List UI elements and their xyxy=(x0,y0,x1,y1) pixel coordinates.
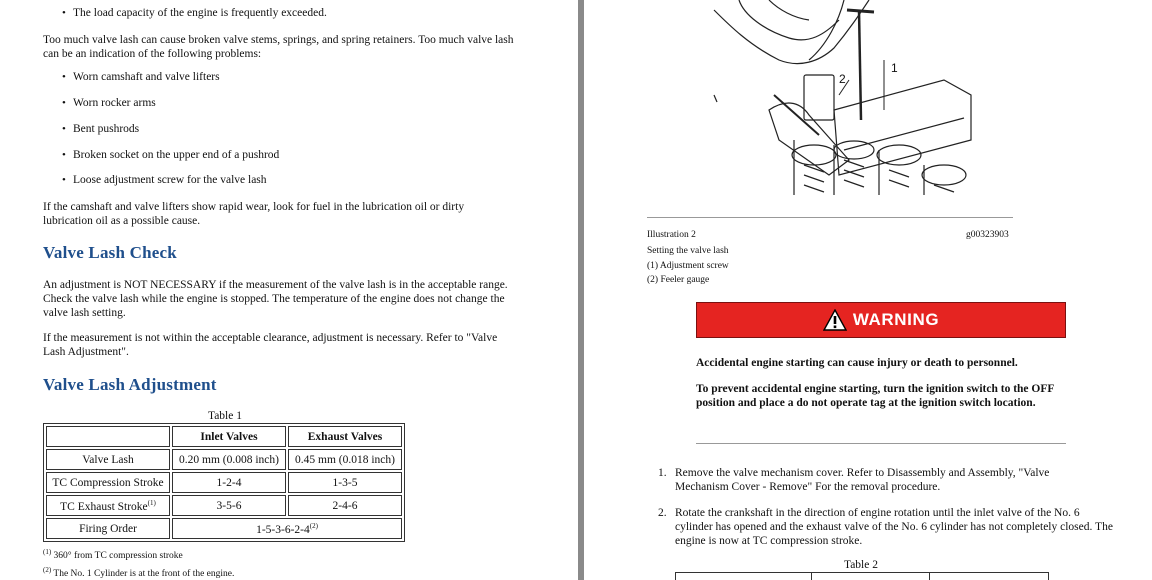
warning-banner xyxy=(696,302,1066,338)
warning-triangle-icon xyxy=(823,309,847,331)
table-header-inlet: Inlet Valves xyxy=(172,426,286,447)
table-cell: 3-5-6 xyxy=(172,495,286,516)
list-item: • Worn rocker arms xyxy=(62,97,156,109)
valve-lash-illustration xyxy=(709,0,979,200)
callout-2: 2 xyxy=(839,72,846,86)
table-2 xyxy=(675,572,1049,580)
cell-text: TC Exhaust Stroke xyxy=(60,500,148,513)
step-text: Remove the valve mechanism cover. Refer to Disassembly and Assembly, "Valve Mechanism Cover - Remove" For the removal procedure. xyxy=(675,467,1050,493)
cell-text: 1-5-3-6-2-4 xyxy=(256,523,310,536)
caption-title: Setting the valve lash xyxy=(647,246,729,256)
section-heading-adjustment: Valve Lash Adjustment xyxy=(43,375,217,394)
footnote-mark: (1) xyxy=(43,548,52,556)
step-number: 1. xyxy=(658,467,667,479)
footnote xyxy=(43,566,234,579)
caption-label: Illustration 2 xyxy=(647,230,696,240)
caption-id: g00323903 xyxy=(966,230,1009,240)
table-cell: 0.45 mm (0.018 inch) xyxy=(288,449,402,470)
caption-rule xyxy=(647,217,1013,218)
table-header-exhaust: Exhaust Valves xyxy=(288,426,402,447)
footnote-text: 360° from TC compression stroke xyxy=(53,551,183,562)
table-cell: Valve Lash xyxy=(46,449,170,470)
bullet-item: • The load capacity of the engine is frequently exceeded. xyxy=(62,7,327,19)
footnote-text: The No. 1 Cylinder is at the front of the engine. xyxy=(53,569,235,580)
list-item: • Bent pushrods xyxy=(62,123,140,135)
warning-rule xyxy=(696,443,1066,444)
section-heading-check: Valve Lash Check xyxy=(43,243,177,262)
footnote xyxy=(43,548,183,561)
table-cell xyxy=(46,426,170,447)
warning-text: To prevent accidental engine starting, turn the ignition switch to the OFF position and place a do not operate tag at the ignition switch location. xyxy=(696,383,1054,409)
table-cell xyxy=(46,495,170,516)
paragraph: If the measurement is not within the acceptable clearance, adjustment is necessary. Refer to "Valve Lash Adjustment". xyxy=(43,332,498,358)
footnote-ref: (2) xyxy=(309,521,318,530)
paragraph: An adjustment is NOT NECESSARY if the measurement of the valve lash is in the acceptable range. Check the valve lash while the engine is stopped. The temperature of the engine does not change the valve lash setting. xyxy=(43,279,508,319)
caption-item: (2) Feeler gauge xyxy=(647,275,710,285)
table-row xyxy=(46,426,402,447)
list-item: • Worn camshaft and valve lifters xyxy=(62,71,220,83)
footnote-mark: (2) xyxy=(43,566,52,574)
table-title: Table 2 xyxy=(843,559,878,571)
step-number: 2. xyxy=(658,507,667,519)
step-text: Rotate the crankshaft in the direction of engine rotation until the inlet valve of the No. 6 cylinder has opened and the exhaust valve of the No. 6 cylinder has not completely closed. The engine is now at TC compression stroke. xyxy=(675,507,1113,547)
list-item: • Loose adjustment screw for the valve lash xyxy=(62,174,267,186)
table-row xyxy=(46,495,402,516)
warning-text: Accidental engine starting can cause injury or death to personnel. xyxy=(696,357,1018,369)
warning-label: WARNING xyxy=(852,310,940,329)
caption-item: (1) Adjustment screw xyxy=(647,261,729,271)
right-page xyxy=(584,0,1152,580)
table-cell: 2-4-6 xyxy=(288,495,402,516)
footnote-ref: (1) xyxy=(147,498,156,507)
list-item: • Broken socket on the upper end of a pushrod xyxy=(62,149,280,161)
table-cell xyxy=(172,518,402,539)
table-cell: 0.20 mm (0.008 inch) xyxy=(172,449,286,470)
table-row xyxy=(46,518,402,539)
table-cell: TC Compression Stroke xyxy=(46,472,170,493)
table-row xyxy=(46,449,402,470)
table-row xyxy=(46,472,402,493)
paragraph: Too much valve lash can cause broken valve stems, springs, and spring retainers. Too much valve lash can be an indication of the following problems: xyxy=(43,34,514,60)
table-title: Table 1 xyxy=(207,410,242,422)
table-cell: 1-3-5 xyxy=(288,472,402,493)
callout-1: 1 xyxy=(891,61,898,75)
valve-lash-table xyxy=(43,423,405,542)
paragraph: If the camshaft and valve lifters show rapid wear, look for fuel in the lubrication oil or dirty lubrication oil as a possible cause. xyxy=(43,201,465,227)
table-cell: 1-2-4 xyxy=(172,472,286,493)
table-cell: Firing Order xyxy=(46,518,170,539)
